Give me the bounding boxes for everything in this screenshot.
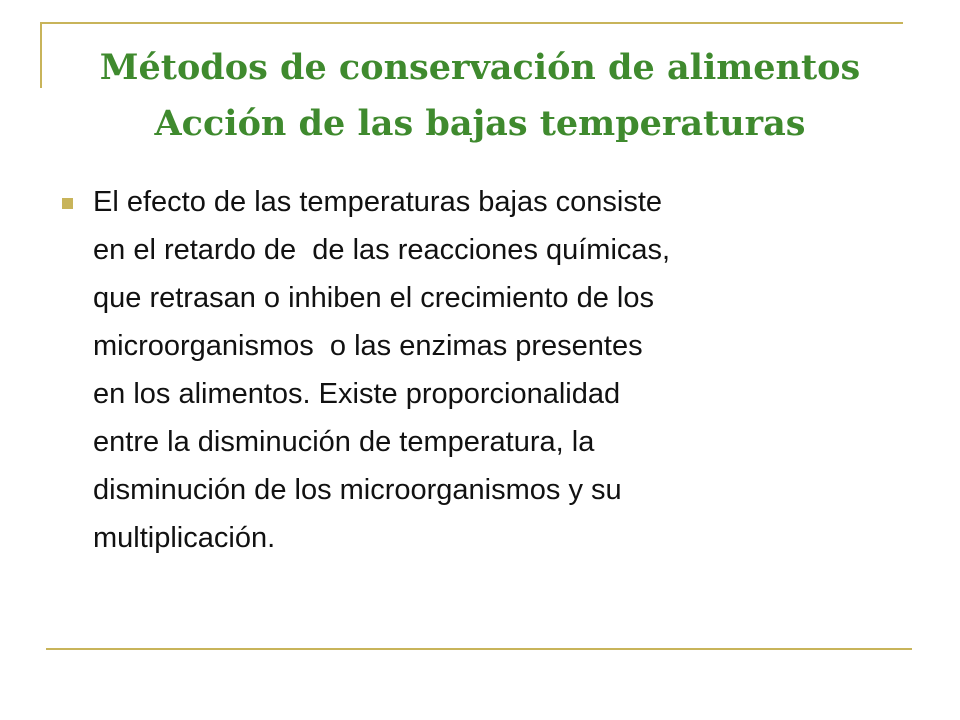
bullet-line: entre la disminución de temperatura, la [93, 426, 595, 458]
bullet-line: en los alimentos. Existe proporcionalidad [93, 378, 621, 410]
bullet-line: El efecto de las temperaturas bajas consiste [93, 186, 663, 218]
title-line-1: Métodos de conservación de alimentos [99, 47, 861, 88]
square-bullet-icon [62, 198, 73, 209]
bullet-line: multiplicación. [93, 522, 276, 554]
bullet-paragraph [93, 178, 903, 562]
top-rule [40, 22, 903, 24]
bullet-line: en el retardo de de las reacciones químicas, [93, 234, 671, 266]
bullet-line: microorganismos o las enzimas presentes [93, 330, 643, 362]
bullet-line: disminución de los microorganismos y su [93, 474, 622, 506]
bottom-rule [46, 648, 912, 650]
bullet-line: que retrasan o inhiben el crecimiento de los [93, 282, 654, 314]
title-line-2: Acción de las bajas temperaturas [154, 103, 806, 144]
slide-title [40, 40, 920, 152]
